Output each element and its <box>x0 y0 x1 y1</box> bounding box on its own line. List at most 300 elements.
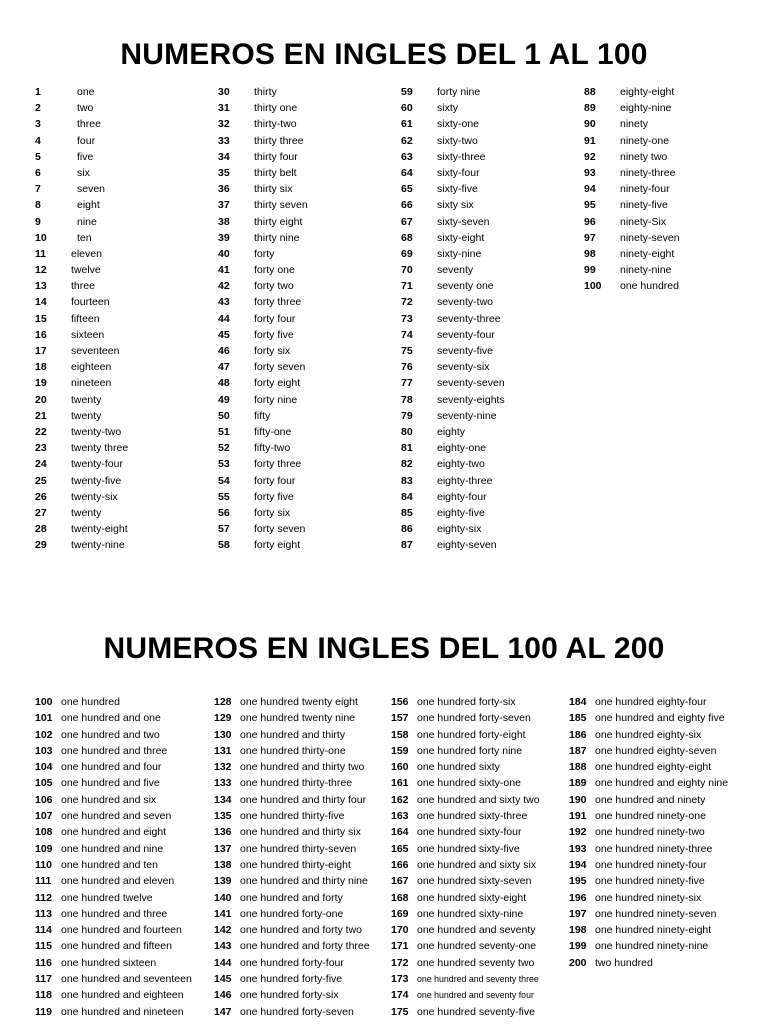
number-word: one hundred eighty-seven <box>595 744 717 757</box>
number-digit: 67 <box>401 215 413 228</box>
number-word: one <box>77 86 95 98</box>
number-word: forty two <box>254 280 294 293</box>
number-digit: 18 <box>35 361 47 374</box>
number-word: twenty <box>71 409 102 422</box>
number-digit: 108 <box>35 826 53 839</box>
number-digit: 92 <box>584 150 596 163</box>
number-word: forty six <box>254 506 291 519</box>
number-digit: 197 <box>569 907 587 920</box>
number-word: one hundred and eighteen <box>61 989 184 1002</box>
number-digit: 59 <box>401 86 413 98</box>
number-digit: 104 <box>35 761 53 774</box>
number-digit: 141 <box>214 907 232 920</box>
number-word: forty seven <box>254 361 306 374</box>
number-digit: 70 <box>401 264 413 277</box>
number-word: one hundred thirty-seven <box>240 842 357 855</box>
number-word: one hundred forty-four <box>240 956 344 969</box>
number-word: one hundred sixty-three <box>417 810 528 823</box>
number-word: fifty-two <box>254 442 291 455</box>
number-word: one hundred and forty <box>240 891 343 904</box>
number-digit: 6 <box>35 166 41 179</box>
number-digit: 89 <box>584 102 596 115</box>
number-word: one hundred sixty-nine <box>417 907 524 920</box>
number-word: sixty-four <box>437 166 480 179</box>
number-digit: 191 <box>569 810 587 823</box>
number-digit: 111 <box>35 875 52 888</box>
number-digit: 129 <box>214 712 232 725</box>
number-digit: 194 <box>569 858 587 871</box>
number-word: one hundred twelve <box>61 891 153 904</box>
number-word: fifteen <box>71 312 100 325</box>
number-word: forty five <box>254 328 294 341</box>
number-digit: 113 <box>35 907 52 920</box>
number-digit: 199 <box>569 940 587 953</box>
number-digit: 27 <box>35 506 47 519</box>
number-word: sixty-five <box>437 183 478 196</box>
number-word: one hundred <box>620 280 679 293</box>
number-word: seventy-eights <box>437 393 505 406</box>
number-digit: 139 <box>214 875 232 888</box>
number-word: twenty-eight <box>71 523 128 536</box>
number-digit: 143 <box>214 940 232 953</box>
number-word: thirty seven <box>254 199 308 212</box>
number-digit: 88 <box>584 86 596 98</box>
number-digit: 10 <box>35 231 47 244</box>
number-digit: 117 <box>35 973 52 986</box>
number-digit: 132 <box>214 761 232 774</box>
number-word: one hundred and seventy three <box>417 974 539 985</box>
number-word: sixty-one <box>437 118 480 131</box>
number-digit: 65 <box>401 183 413 196</box>
number-digit: 86 <box>401 523 413 536</box>
number-digit: 169 <box>391 907 409 920</box>
number-word: ninety-three <box>620 166 676 179</box>
number-word: one hundred ninety-three <box>595 842 713 855</box>
number-word: twenty <box>71 506 102 519</box>
number-digit: 39 <box>218 231 230 244</box>
number-word: one hundred and thirty two <box>240 761 365 774</box>
number-digit: 188 <box>569 761 587 774</box>
number-digit: 128 <box>214 696 232 708</box>
number-word: forty four <box>254 312 296 325</box>
number-digit: 107 <box>35 810 53 823</box>
number-word: ninety-nine <box>620 264 672 277</box>
number-digit: 81 <box>401 442 413 455</box>
number-word: one hundred ninety-six <box>595 891 702 904</box>
number-digit: 23 <box>35 442 47 455</box>
number-word: forty seven <box>254 523 306 536</box>
number-digit: 76 <box>401 361 413 374</box>
number-word: eighty-one <box>437 442 487 455</box>
number-digit: 26 <box>35 490 47 503</box>
number-word: thirty belt <box>254 166 297 179</box>
number-digit: 19 <box>35 377 47 390</box>
number-digit: 15 <box>35 312 47 325</box>
number-word: one hundred and six <box>61 793 157 806</box>
number-word: one hundred and thirty <box>240 728 346 741</box>
number-word: one hundred sixty-one <box>417 777 521 790</box>
number-digit: 54 <box>218 474 230 487</box>
number-word: one hundred and one <box>61 712 161 725</box>
number-word: twenty-five <box>71 474 122 487</box>
number-digit: 53 <box>218 458 230 471</box>
number-digit: 69 <box>401 247 413 260</box>
number-digit: 156 <box>391 696 409 708</box>
number-word: one hundred and seventeen <box>61 973 192 986</box>
number-word: one hundred and three <box>61 744 168 757</box>
number-digit: 17 <box>35 345 47 357</box>
number-word: one hundred and forty two <box>240 924 363 937</box>
number-word: ninety <box>620 118 649 131</box>
number-word: nine <box>77 215 97 228</box>
number-digit: 160 <box>391 761 409 774</box>
number-digit: 7 <box>35 183 41 196</box>
number-digit: 43 <box>218 296 230 309</box>
number-digit: 192 <box>569 826 587 839</box>
number-digit: 4 <box>35 134 41 147</box>
number-word: one hundred and nine <box>61 842 164 855</box>
number-digit: 36 <box>218 183 230 196</box>
number-digit: 61 <box>401 118 413 131</box>
number-digit: 159 <box>391 744 409 757</box>
number-word: one hundred and eighty five <box>595 712 725 725</box>
number-word: forty <box>254 247 275 260</box>
number-digit: 162 <box>391 793 409 806</box>
number-digit: 11 <box>35 247 47 260</box>
number-word: thirty eight <box>254 215 303 228</box>
number-digit: 146 <box>214 989 232 1002</box>
number-digit: 112 <box>35 891 52 904</box>
number-digit: 101 <box>35 712 53 725</box>
number-digit: 51 <box>218 425 230 438</box>
number-digit: 85 <box>401 506 413 519</box>
number-digit: 13 <box>35 280 47 293</box>
number-word: seventy <box>437 264 474 277</box>
number-word: seventy-three <box>437 312 501 325</box>
number-word: thirty three <box>254 134 304 147</box>
number-digit: 46 <box>218 345 230 357</box>
number-word: eighty-eight <box>620 86 675 98</box>
number-digit: 83 <box>401 474 413 487</box>
number-digit: 40 <box>218 247 230 260</box>
number-digit: 44 <box>218 312 230 325</box>
number-word: forty nine <box>437 86 481 98</box>
number-word: one hundred and sixty two <box>417 793 540 806</box>
number-word: sixty-two <box>437 134 478 147</box>
number-digit: 8 <box>35 199 41 212</box>
number-word: one hundred and ten <box>61 858 158 871</box>
number-word: one hundred thirty-one <box>240 744 346 757</box>
number-digit: 185 <box>569 712 587 725</box>
number-digit: 5 <box>35 150 41 163</box>
number-word: one hundred and eleven <box>61 875 175 888</box>
number-digit: 140 <box>214 891 232 904</box>
number-word: one hundred ninety-five <box>595 875 705 888</box>
number-word: ninety-four <box>620 183 670 196</box>
number-digit: 118 <box>35 989 52 1002</box>
number-digit: 164 <box>391 826 409 839</box>
number-word: one hundred forty-eight <box>417 728 526 741</box>
number-word: one hundred ninety-nine <box>595 940 709 953</box>
number-word: one hundred thirty-three <box>240 777 353 790</box>
number-digit: 187 <box>569 744 587 757</box>
number-word: forty eight <box>254 377 301 390</box>
number-digit: 71 <box>401 280 413 293</box>
number-word: three <box>71 280 95 293</box>
number-word: one hundred forty-six <box>417 696 516 708</box>
number-digit: 158 <box>391 728 409 741</box>
number-digit: 35 <box>218 166 230 179</box>
number-digit: 16 <box>35 328 47 341</box>
number-digit: 198 <box>569 924 587 937</box>
number-word: eighty-three <box>437 474 493 487</box>
number-word: one hundred eighty-eight <box>595 761 712 774</box>
number-digit: 97 <box>584 231 596 244</box>
number-digit: 163 <box>391 810 409 823</box>
number-word: one hundred and seventy <box>417 924 536 937</box>
number-digit: 60 <box>401 102 413 115</box>
number-word: one hundred twenty nine <box>240 712 356 725</box>
number-word: one hundred and two <box>61 728 160 741</box>
number-digit: 175 <box>391 1005 409 1018</box>
number-digit: 68 <box>401 231 413 244</box>
number-word: eight <box>77 199 100 212</box>
number-word: seventy-five <box>437 345 494 357</box>
number-digit: 189 <box>569 777 587 790</box>
number-digit: 57 <box>218 523 230 536</box>
number-word: one hundred forty-one <box>240 907 344 920</box>
number-word: one hundred ninety-one <box>595 810 706 823</box>
number-word: one hundred forty nine <box>417 744 523 757</box>
number-digit: 109 <box>35 842 53 855</box>
number-digit: 30 <box>218 86 230 98</box>
number-digit: 130 <box>214 728 232 741</box>
number-digit: 58 <box>218 539 230 552</box>
number-word: ninety-eight <box>620 247 675 260</box>
number-word: ninety-one <box>620 134 670 147</box>
number-digit: 161 <box>391 777 409 790</box>
number-digit: 72 <box>401 296 413 309</box>
number-word: thirty six <box>254 183 293 196</box>
number-word: forty six <box>254 345 291 357</box>
number-digit: 77 <box>401 377 413 390</box>
number-word: one hundred thirty-eight <box>240 858 351 871</box>
number-digit: 114 <box>35 924 52 937</box>
number-word: sixty-seven <box>437 215 490 228</box>
number-word: fourteen <box>71 296 110 309</box>
number-digit: 14 <box>35 296 47 309</box>
number-word: one hundred and thirty nine <box>240 875 368 888</box>
number-word: one hundred thirty-five <box>240 810 345 823</box>
number-word: eighty-six <box>437 523 482 536</box>
number-digit: 165 <box>391 842 409 855</box>
number-digit: 119 <box>35 1005 52 1018</box>
number-word: one hundred forty-seven <box>417 712 531 725</box>
number-word: one hundred ninety-four <box>595 858 707 871</box>
number-digit: 106 <box>35 793 53 806</box>
number-digit: 28 <box>35 523 47 536</box>
number-digit: 45 <box>218 328 230 341</box>
number-digit: 55 <box>218 490 230 503</box>
number-digit: 75 <box>401 345 413 357</box>
number-digit: 31 <box>218 102 230 115</box>
number-word: forty three <box>254 458 302 471</box>
number-word: one hundred sixty-seven <box>417 875 532 888</box>
number-digit: 56 <box>218 506 230 519</box>
number-word: one hundred <box>61 696 120 708</box>
number-word: seventy-six <box>437 361 490 374</box>
number-word: sixty <box>437 102 458 115</box>
number-word: thirty one <box>254 102 298 115</box>
number-digit: 135 <box>214 810 232 823</box>
number-digit: 99 <box>584 264 596 277</box>
number-digit: 79 <box>401 409 413 422</box>
number-word: one hundred eighty-six <box>595 728 702 741</box>
number-digit: 32 <box>218 118 230 131</box>
number-digit: 94 <box>584 183 596 196</box>
number-digit: 103 <box>35 744 53 757</box>
number-digit: 157 <box>391 712 409 725</box>
number-word: one hundred and fourteen <box>61 924 182 937</box>
number-digit: 134 <box>214 793 232 806</box>
number-word: twenty <box>71 393 102 406</box>
number-digit: 171 <box>391 940 409 953</box>
number-digit: 38 <box>218 215 230 228</box>
number-digit: 1 <box>35 86 41 98</box>
number-digit: 63 <box>401 150 413 163</box>
number-word: one hundred and thirty six <box>240 826 361 839</box>
number-digit: 174 <box>391 989 409 1002</box>
number-digit: 172 <box>391 956 409 969</box>
number-word: one hundred twenty eight <box>240 696 358 708</box>
number-digit: 91 <box>584 134 596 147</box>
number-word: sixteen <box>71 328 105 341</box>
number-word: forty eight <box>254 539 301 552</box>
number-digit: 12 <box>35 264 47 277</box>
number-word: seventeen <box>71 345 120 357</box>
number-word: eighty-nine <box>620 102 672 115</box>
number-word: four <box>77 134 96 147</box>
number-digit: 64 <box>401 166 413 179</box>
number-digit: 138 <box>214 858 232 871</box>
number-word: eleven <box>71 247 102 260</box>
number-digit: 29 <box>35 539 47 552</box>
number-digit: 62 <box>401 134 413 147</box>
number-word: sixty-three <box>437 150 486 163</box>
number-digit: 186 <box>569 728 587 741</box>
number-word: ninety two <box>620 150 668 163</box>
number-word: one hundred and thirty four <box>240 793 367 806</box>
number-word: nineteen <box>71 377 112 390</box>
number-digit: 147 <box>214 1005 232 1018</box>
number-digit: 41 <box>218 264 230 277</box>
number-digit: 115 <box>35 940 52 953</box>
number-word: ten <box>77 231 92 244</box>
number-word: eighty-two <box>437 458 485 471</box>
number-word: one hundred ninety-eight <box>595 924 712 937</box>
number-digit: 116 <box>35 956 52 969</box>
number-digit: 100 <box>35 696 53 708</box>
number-word: one hundred forty-seven <box>240 1005 354 1018</box>
number-digit: 82 <box>401 458 413 471</box>
number-word: one hundred and sixty six <box>417 858 537 871</box>
number-word: thirty-two <box>254 118 297 131</box>
number-digit: 90 <box>584 118 596 131</box>
number-digit: 66 <box>401 199 413 212</box>
number-digit: 2 <box>35 102 41 115</box>
number-digit: 168 <box>391 891 409 904</box>
number-word: seventy-seven <box>437 377 505 390</box>
number-digit: 196 <box>569 891 587 904</box>
number-word: one hundred and four <box>61 761 162 774</box>
number-digit: 73 <box>401 312 413 325</box>
number-word: forty nine <box>254 393 298 406</box>
number-word: ninety-five <box>620 199 668 212</box>
number-word: one hundred seventy-one <box>417 940 537 953</box>
number-word: one hundred sixteen <box>61 956 157 969</box>
number-word: sixty-eight <box>437 231 485 244</box>
number-digit: 48 <box>218 377 230 390</box>
number-digit: 9 <box>35 215 41 228</box>
number-digit: 170 <box>391 924 409 937</box>
number-word: twenty-two <box>71 425 122 438</box>
number-word: one hundred and seven <box>61 810 172 823</box>
number-digit: 42 <box>218 280 230 293</box>
number-digit: 184 <box>569 696 587 708</box>
number-word: one hundred seventy two <box>417 956 535 969</box>
number-word: twelve <box>71 264 101 277</box>
number-digit: 74 <box>401 328 413 341</box>
number-digit: 52 <box>218 442 230 455</box>
number-digit: 78 <box>401 393 413 406</box>
number-digit: 80 <box>401 425 413 438</box>
number-word: three <box>77 118 101 131</box>
number-word: forty one <box>254 264 295 277</box>
page-title-1-to-100: NUMEROS EN INGLES DEL 1 AL 100 <box>120 38 648 71</box>
number-digit: 142 <box>214 924 232 937</box>
number-digit: 95 <box>584 199 596 212</box>
number-digit: 84 <box>401 490 413 503</box>
number-digit: 137 <box>214 842 232 855</box>
number-digit: 37 <box>218 199 230 212</box>
number-digit: 133 <box>214 777 232 790</box>
number-word: one hundred and eight <box>61 826 167 839</box>
number-word: seventy-four <box>437 328 495 341</box>
number-digit: 33 <box>218 134 230 147</box>
number-word: one hundred and nineteen <box>61 1005 184 1018</box>
number-word: five <box>77 150 94 163</box>
number-digit: 21 <box>35 409 47 422</box>
number-digit: 193 <box>569 842 587 855</box>
number-word: fifty-one <box>254 425 292 438</box>
number-word: one hundred sixty-five <box>417 842 520 855</box>
number-word: seventy-two <box>437 296 494 309</box>
number-word: eighty-four <box>437 490 487 503</box>
number-word: twenty three <box>71 442 129 455</box>
number-word: seventy-nine <box>437 409 497 422</box>
number-digit: 34 <box>218 150 230 163</box>
number-word: two <box>77 102 94 115</box>
number-digit: 25 <box>35 474 47 487</box>
number-digit: 98 <box>584 247 596 260</box>
number-digit: 145 <box>214 973 232 986</box>
number-digit: 22 <box>35 425 47 438</box>
number-word: sixty-nine <box>437 247 482 260</box>
number-word: one hundred and eighty nine <box>595 777 729 790</box>
number-word: six <box>77 166 90 179</box>
number-word: eighty <box>437 425 466 438</box>
number-digit: 96 <box>584 215 596 228</box>
